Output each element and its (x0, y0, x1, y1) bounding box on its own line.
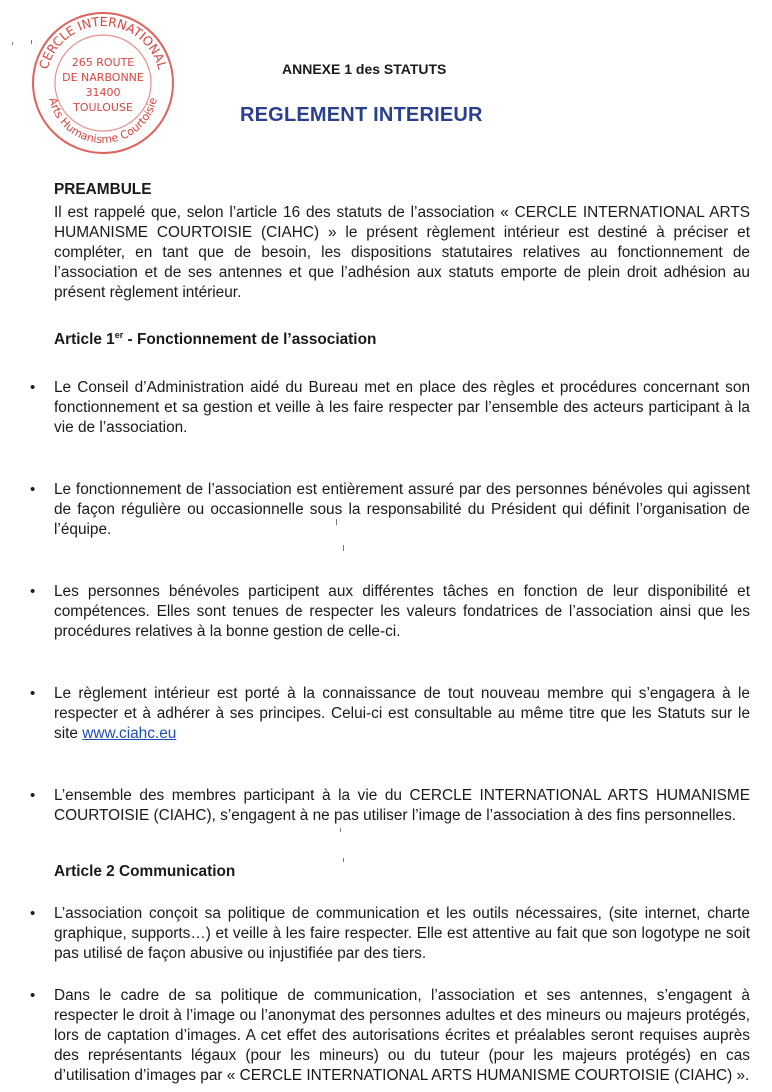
association-stamp (28, 8, 178, 158)
stamp-seal (28, 8, 178, 158)
bullet-icon: • (30, 379, 36, 396)
article-2-heading: Article 2 Communication (54, 863, 236, 880)
annex-label: ANNEXE 1 des STATUTS (282, 61, 447, 77)
list-item-text: Le Conseil d’Administration aidé du Bureau met en place des règles et procédures concernant son fonctionnement et sa gestion et veille à les faire respecter par l’ensemble des acteurs participant à la vie de l’association. (54, 379, 750, 436)
bullet-icon: • (30, 685, 36, 702)
document-title: REGLEMENT INTERIEUR (240, 104, 483, 126)
list-item-text: L’association conçoit sa politique de communication et les outils nécessaires, (site internet, charte graphique, supports…) et veille à les faire respecter. Elle est attentive au fait que son logotype ne soit pas utilisé de façon abusive ou injustifiée par des tiers. (54, 905, 750, 962)
stamp-line-1: 265 ROUTE (71, 56, 135, 69)
list-item (30, 480, 750, 540)
list-item (30, 582, 750, 642)
article-1-heading-sup: er (114, 329, 124, 340)
stamp-line-2: DE NARBONNE (62, 71, 144, 84)
article-1-heading-prefix: Article 1 (54, 331, 115, 348)
list-item (30, 378, 750, 438)
list-item-text: Le fonctionnement de l’association est entièrement assuré par des personnes bénévoles qui agissent de façon régulière ou occasionnelle sous la responsabilité du Président qui définit l’organisation de l’équipe. (54, 481, 750, 538)
document-body (30, 180, 750, 1086)
list-item-text: Dans le cadre de sa politique de communication, l’association et ses antennes, s’engagent à respecter le droit à l’image ou l’anonymat des personnes adultes et des mineurs ou majeurs protégés, lors de captation d’images. A cet effet des autorisations écrites et préalables seront requises auprès des représentants légaux (pour les mineurs) ou du tuteur (pour les majeurs protégés) en cas d’utilisation d’images par « CERCLE INTERNATIONAL ARTS HUMANISME COURTOISIE (CIAHC) ». (54, 987, 750, 1084)
scan-mark (12, 42, 13, 45)
bullet-icon: • (30, 787, 36, 804)
article-2-list (30, 904, 750, 1086)
stamp-line-3: 31400 (85, 86, 121, 99)
preamble-text: Il est rappelé que, selon l’article 16 des statuts de l’association « CERCLE INTERNATIONAL ARTS HUMANISME COURTOISIE (CIAHC) » le présent règlement intérieur est destiné à préciser et compléter, en tant que de besoin, les dispositions statutaires relatives au fonctionnement de l’association et de ses antennes et que l’adhésion aux statuts emporte de plein droit adhésion au présent règlement intérieur. (54, 204, 750, 301)
list-item (30, 904, 750, 964)
list-item-text: L’ensemble des membres participant à la vie du CERCLE INTERNATIONAL ARTS HUMANISME COURTOISIE (CIAHC), s’engagent à ne pas utiliser l’image de l’association à des fins personnelles. (54, 787, 750, 824)
website-link[interactable]: www.ciahc.eu (82, 725, 177, 742)
bullet-icon: • (30, 481, 36, 498)
bullet-icon: • (30, 987, 36, 1004)
stamp-arc-bottom: Arts Humanisme Courtoisie (46, 96, 160, 147)
stamp-arc-top: CERCLE INTERNATIONAL (35, 13, 171, 71)
bullet-icon: • (30, 583, 36, 600)
stamp-line-4: TOULOUSE (73, 101, 133, 114)
list-item-text: Le règlement intérieur est porté à la connaissance de tout nouveau membre qui s’engagera à le respecter et à adhérer à ses principes. Celui-ci est consultable au même titre que les Statuts sur le site (54, 685, 750, 742)
bullet-icon: • (30, 905, 36, 922)
list-item (30, 786, 750, 826)
article-1-heading (54, 330, 750, 350)
list-item (30, 986, 750, 1086)
list-item (30, 684, 750, 744)
list-item-text: Les personnes bénévoles participent aux différentes tâches en fonction de leur disponibilité et compétences. Elles sont tenues de respecter les valeurs fondatrices de l’association ainsi que les procédures relatives à la bonne gestion de celle-ci. (54, 583, 750, 640)
scan-mark (31, 40, 32, 44)
article-1-list (30, 378, 750, 826)
preamble-heading: PREAMBULE (54, 181, 152, 198)
article-1-heading-rest: - Fonctionnement de l’association (123, 331, 377, 348)
